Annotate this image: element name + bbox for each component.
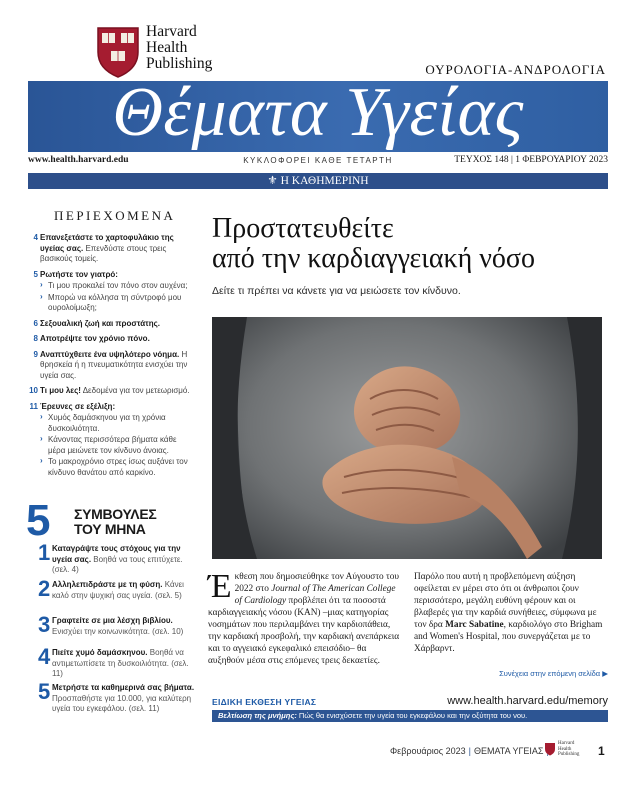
tip-item	[26, 576, 198, 601]
tip-number: 1	[38, 540, 51, 565]
issue-info: ΤΕΥΧΟΣ 148 | 1 ΦΕΒΡΟΥΑΡΙΟΥ 2023	[454, 155, 608, 165]
tips-heading	[74, 507, 156, 537]
toc-entry-title: Αποτρέψτε τον χρόνιο πόνο.	[40, 334, 150, 343]
publisher-name	[146, 24, 212, 72]
toc-subentry: › Μπορώ να κόλλησα τη σύντροφό μου ουρολοίμωξη;	[40, 293, 196, 314]
masthead-subline	[28, 155, 608, 169]
partner-bar	[28, 173, 608, 189]
toc-page-number: 9	[33, 349, 38, 359]
toc-page-number: 4	[33, 233, 38, 242]
toc-entry-title: Ρωτήστε τον γιατρό:	[40, 269, 118, 279]
tip-body: Κάνει καλό στην ψυχική σας υγεία.	[52, 580, 184, 600]
toc-subentry: › Το μακροχρόνιο στρες ίσως αυξάνει τον κίνδυνο θανάτου από καρκίνο.	[40, 457, 196, 478]
continue-next-page-link[interactable]: Συνέχεια στην επόμενη σελίδα ▶	[499, 669, 608, 678]
page-number: 1	[598, 744, 605, 758]
article-dropcap: Έ	[208, 568, 232, 605]
website-link[interactable]: www.health.harvard.edu	[28, 155, 129, 165]
article-body-column-1	[208, 568, 404, 667]
tip-page-ref: (σελ. 10)	[152, 626, 184, 636]
tip-item	[26, 644, 198, 680]
toc-entry-description: Δεδομένα για τον μετεωρισμό.	[82, 386, 190, 395]
toc-entry-title: Τι μου λες!	[40, 386, 81, 395]
partner-icon: ⚜	[267, 175, 281, 187]
promo-title: Βελτίωση της μνήμης:	[218, 711, 297, 720]
toc-entry[interactable]	[26, 270, 196, 314]
toc-subentry: › Κάνοντας περισσότερα βήματα κάθε μέρα μειώνετε τον κίνδυνο άνοιας.	[40, 435, 196, 456]
tips-heading-line-1: ΣΥΜΒΟΥΛΕΣ	[74, 506, 157, 522]
toc-entry[interactable]	[26, 402, 196, 479]
footer-logo-line-3: Publishing	[558, 752, 580, 757]
tip-page-ref: (σελ. 5)	[155, 590, 182, 600]
headline-line-2: από την καρδιαγγειακή νόσο	[212, 243, 535, 274]
article-body-column-2	[414, 571, 608, 655]
special-report-label: ΕΙΔΙΚΗ ΕΚΘΕΣΗ ΥΓΕΙΑΣ	[212, 697, 317, 707]
tips-big-number: 5	[26, 496, 51, 545]
special-report-promo-bar	[212, 710, 608, 722]
tip-number: 5	[38, 679, 51, 704]
tip-body: Ενισχύει την κοινωνικότητα.	[52, 626, 150, 636]
toc-entry-description: Επενδύστε στους τρεις βασικούς τομείς.	[40, 243, 167, 263]
masthead-title: Θέματα Υγείας	[112, 74, 524, 151]
tip-body: Προσπαθήστε για 10.000, για καλύτερη υγεία του εγκεφάλου.	[52, 693, 192, 713]
footer-date: Φεβρουάριος 2023	[390, 746, 466, 756]
special-report-url[interactable]: www.health.harvard.edu/memory	[447, 695, 608, 707]
article-photo	[212, 317, 602, 559]
toc-entry-description: Η θρησκεία ή η πνευματικότητα ενισχύει την υγεία σας.	[40, 349, 188, 380]
tip-title: Μετρήστε τα καθημερινά σας βήματα.	[52, 683, 195, 692]
tip-page-ref: (σελ. 11)	[52, 658, 189, 678]
tip-page-ref: (σελ. 4)	[52, 565, 79, 574]
harvard-shield-logo	[96, 26, 140, 78]
tip-number: 3	[38, 612, 51, 637]
tip-item	[26, 679, 198, 715]
toc-page-number: 8	[33, 334, 38, 343]
tip-body: Βοηθά να αντιμετωπίσετε τη δυσκοιλιότητα.	[52, 648, 184, 668]
publisher-line-1: Harvard	[146, 23, 197, 40]
toc-page-number: 5	[33, 269, 38, 279]
toc-page-number: 10	[29, 386, 38, 395]
article-journal-name: Journal of The American College of Cardiology	[234, 584, 396, 606]
headline-line-1: Προστατευθείτε	[212, 213, 394, 244]
toc-list	[26, 233, 196, 478]
tip-number: 4	[38, 644, 51, 669]
article-col2-text-a: Παρόλο που αυτή η προβλεπόμενη αύξηση οφείλεται εν μέρει στο ότι οι άνθρωποι ζουν περισσότερο, μεγάλη ευθύνη φέρουν και οι βλαβερές για την καρδιά συνήθειες, σύμφωνα με τον δρα	[414, 572, 597, 630]
article-headline	[212, 214, 612, 274]
tip-title: Πιείτε χυμό δαμάσκηνου.	[52, 648, 148, 657]
footer-magazine-name: ΘΕΜΑΤΑ ΥΓΕΙΑΣ	[473, 746, 544, 756]
toc-subentry: › Τι μου προκαλεί τον πόνο στον αυχένα;	[40, 281, 196, 292]
promo-text: Πώς θα ενισχύσετε την υγεία του εγκεφάλου και την οξύτητα του νου.	[296, 711, 528, 720]
toc-title: ΠΕΡΙΕΧΟΜΕΝΑ	[54, 208, 176, 223]
tip-title: Αλληλεπιδράστε με τη φύση.	[52, 580, 163, 589]
toc-page-number: 6	[33, 318, 38, 328]
tips-heading-line-2: ΤΟΥ ΜΗΝΑ	[74, 521, 146, 537]
toc-entry[interactable]	[26, 334, 196, 345]
publisher-line-2: Health	[146, 39, 188, 56]
toc-entry-title: Έρευνες σε εξέλιξη:	[40, 401, 116, 411]
footer-logo-line-1: Harvard	[558, 741, 575, 746]
footer-logo-text	[558, 741, 579, 758]
toc-entry[interactable]	[26, 319, 196, 330]
tip-body: Βοηθά να τους επιτύχετε.	[93, 554, 183, 564]
tip-title: Γραφτείτε σε μια λέσχη βιβλίου.	[52, 616, 173, 625]
toc-entry-title: Σεξουαλική ζωή και προστάτης.	[40, 318, 160, 328]
tip-number: 2	[38, 576, 51, 601]
article-col2-text-b: , καρδιολόγο στο Brigham and Women's Hospital, που συνεργάζεται με το Χάρβαρντ.	[414, 620, 603, 654]
tip-item	[26, 612, 198, 637]
table-of-contents	[26, 208, 196, 483]
article-col1-text-a: κθεση που δημοσιεύθηκε τον Αύγουστο του 2022 στο	[234, 572, 400, 594]
footer-logo-line-2: Health	[558, 746, 572, 752]
publisher-line-3: Publishing	[146, 55, 213, 72]
toc-page-number: 11	[29, 401, 38, 411]
article-deck: Δείτε τι πρέπει να κάνετε για να μειώσετε τον κίνδυνο.	[212, 285, 461, 297]
toc-subentry: › Χυμός δαμάσκηνου για τη χρόνια δυσκοιλιότητα.	[40, 413, 196, 434]
toc-entry[interactable]	[26, 350, 196, 382]
partner-name: Η ΚΑΘΗΜΕΡΙΝΗ	[280, 175, 369, 187]
section-label: ΟΥΡΟΛΟΓΙΑ-ΑΝΔΡΟΛΟΓΙΑ	[425, 62, 606, 77]
article-col1-text-b: προβλέπει ότι τα ποσοστά καρδιαγγειακής νόσου (ΚΑΝ) –μιας κατηγορίας νοσημάτων που περιλαμβάνει την καρδιοπάθεια, την καρδιακή προσβολή, την καρδιακή ανεπάρκεια και το αγγειακό εγκεφαλικό επεισόδιο– θα αυξηθούν μέσα στις επόμενες τρεις δεκαετίες.	[208, 596, 400, 666]
toc-entry-title: Αναπτύχθειτε ένα υψηλότερο νόημα.	[40, 349, 180, 359]
page-footer: Φεβρουάριος 2023 | ΘΕΜΑΤΑ ΥΓΕΙΑΣ	[390, 746, 544, 756]
publication-frequency: ΚΥΚΛΟΦΟΡΕΙ ΚΑΘΕ ΤΕΤΑΡΤΗ	[243, 156, 393, 165]
toc-entry[interactable]	[26, 386, 196, 397]
tip-item	[26, 540, 198, 576]
tip-page-ref: (σελ. 11)	[128, 704, 160, 713]
footer-shield-icon	[544, 742, 556, 756]
toc-entry[interactable]	[26, 233, 196, 265]
article-expert-name: Marc Sabatine	[445, 620, 504, 630]
toc-entry-title: Επανεξετάστε το χαρτοφυλάκιο της υγείας σας.	[40, 233, 174, 253]
tip-title: Καταγράψτε τους στόχους για την υγεία σας.	[52, 544, 181, 564]
